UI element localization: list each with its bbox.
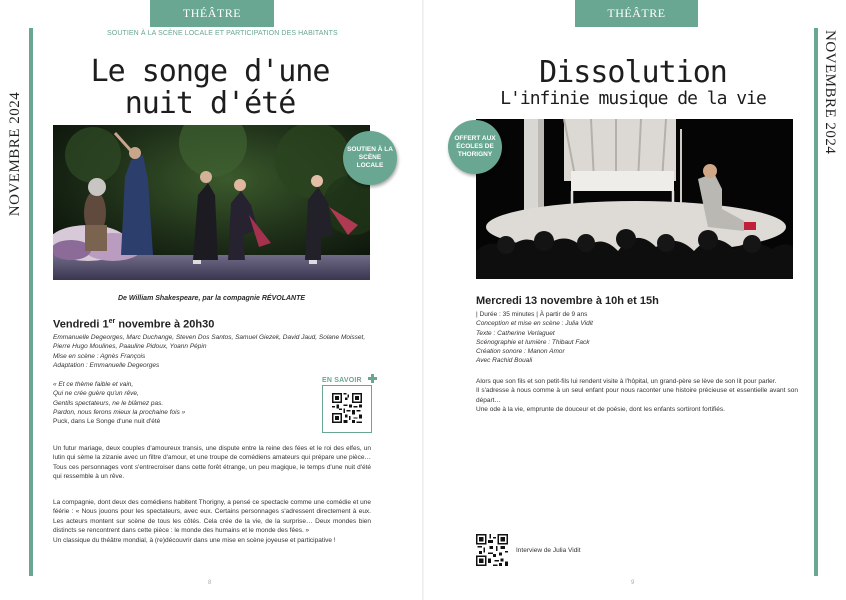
left-page-number: 8 (208, 580, 212, 586)
left-tagline: SOUTIEN À LA SCÈNE LOCALE ET PARTICIPATION DES HABITANTS (107, 30, 338, 37)
right-show-subtitle: L'infinie musique de la vie (500, 88, 766, 109)
quote-line: « Et ce thème faible et vain, (53, 381, 134, 388)
right-category-tab: THÉÂTRE (575, 0, 698, 27)
left-support-badge: SOUTIEN À LA SCÈNE LOCALE (343, 131, 397, 185)
left-qr-frame[interactable] (322, 385, 372, 433)
interview-block[interactable] (476, 534, 581, 566)
quote-line: Qui ne crée guère qu'un rêve, (53, 390, 139, 398)
left-stage-photo (53, 125, 370, 280)
left-date-heading (53, 318, 214, 331)
details-line: Conception et mise en scène : Julia Vidit (476, 320, 593, 328)
cast-line: Mise en scène : Agnès François (53, 352, 146, 360)
left-date-sup: er (108, 318, 116, 325)
en-savoir-label: EN SAVOIR (322, 377, 362, 384)
left-show-title (60, 54, 360, 121)
right-paragraph-3: Une ode à la vie, emprunte de douceur et de poésie, dont les enfants sortiront fortifiés. (476, 406, 725, 414)
left-cast-list (53, 333, 366, 370)
right-description (476, 377, 798, 415)
quote-source: Puck, dans Le Songe d'une nuit d'été (53, 418, 161, 426)
left-page: NOVEMBRE 2024 THÉÂTRE SOUTIEN À LA SCÈNE LOCALE ET PARTICIPATION DES HABITANTS Le songe d'une nuit d'été SOUTIEN À LA SCÈNE LOCALE De William Shakespeare, par la compagnie RÉVOLANTE Vendredi 1er novembre à 20h30 Emmanuelle Degeorges, Marc Duchange, Steven Dos Santos, Samuel Giezek, David Jaud, Solane Moisset, Pierre Hugo Moulines, Paauline Pidoux, Yoann Pépin Mise en scène : Agnès François Adaptation : Emmanuelle Degeorges « Et ce thème faible et vain, Qui ne crée guère qu'un rêve, Gentils spectateurs, ne le blâmez pas. Pardon, nous ferons mieux la prochaine fois » Puck, dans Le Songe d'une nuit d'été EN SAVOIR Un futur mariage, deux couples d'amoureux transis, une dispute entre la reine des fées et le roi des elfes, un lutin qui sème la zizanie avec un filtre d'amour, et une troupe de comédiens amateurs qui prépare une pièce… Tous ces personnages vont s'entrecroiser dans cette forêt étrange, un peu magique, le temps d'une nuit d'été qui ressemble à un rêve. La compagnie, dont deux des comédiens habitent Thorigny, a pensé ce spectacle comme une comédie et une féérie : « Nous jouons pour les spectateurs, avec eux. Certains personnages s'adressent directement à eux. Les acteurs montent sur scène de tous les côtés. Cela crée de la vie, de la surprise… Deux mondes bien distincts se rencontrent dans cette pièce : le monde des humains et le monde des fées. » Un classique du théâtre mondial, à (re)découvrir dans une mise en scène joyeuse et participative ! 8 (0, 0, 423, 600)
qr-code-icon (332, 393, 362, 423)
right-page-number: 9 (631, 580, 635, 586)
details-line: Texte : Catherine Verlaguet (476, 329, 555, 337)
left-paragraph-2 (53, 498, 371, 545)
right-paragraph-1: Alors que son fils et son petit-fils lui rendent visite à l'hôpital, un grand-père se lève de son lit pour parler. (476, 378, 777, 385)
left-date-suffix: novembre à 20h30 (115, 318, 215, 331)
cast-line: Pierre Hugo Moulines, Paauline Pidoux, Yoann Pépin (53, 343, 207, 351)
left-paragraph-3-text: Un classique du théâtre mondial, à (re)découvrir dans une mise en scène joyeuse et participative ! (53, 536, 336, 544)
right-details (476, 310, 716, 366)
quote-line: Gentils spectateurs, ne le blâmez pas. (53, 399, 164, 407)
left-credit: De William Shakespeare, par la compagnie RÉVOLANTE (117, 295, 306, 302)
right-show-title: Dissolution (539, 55, 727, 90)
right-date-heading: Mercredi 13 novembre à 10h et 15h (476, 295, 659, 307)
details-line: Création sonore : Manon Amor (476, 348, 565, 356)
cast-line: Adaptation : Emmanuelle Degeorges (53, 361, 160, 369)
interview-label[interactable]: Interview de Julia Vidit (516, 546, 581, 554)
right-stage-photo (476, 119, 793, 279)
left-side-rule (29, 28, 33, 576)
qr-code-icon (476, 534, 508, 566)
left-title-line-1: Le songe d'une (90, 54, 330, 89)
right-offer-badge: OFFERT AUX ÉCOLES DE THORIGNY (448, 120, 502, 174)
cast-line: Emmanuelle Degeorges, Marc Duchange, Steven Dos Santos, Samuel Giezek, David Jaud, Solane Moisset, (53, 334, 366, 341)
left-date-prefix: Vendredi 1 (53, 318, 109, 331)
left-paragraph-1: Un futur mariage, deux couples d'amoureux transis, une dispute entre la reine des fées et le roi des elfes, un lutin qui sème la zizanie avec un filtre d'amour, et une troupe de comédiens amateurs qui prépare une pièce… Tous ces personnages vont s'entrecroiser dans cette forêt étrange, un peu magique, le temps d'une nuit d'été qui ressemble à un rêve. (53, 445, 371, 481)
quote-line: Pardon, nous ferons mieux la prochaine fois » (53, 408, 186, 416)
left-quote (53, 380, 283, 426)
right-page: NOVEMBRE 2024 THÉÂTRE Dissolution L'infinie musique de la vie OFFERT AUX ÉCOLES DE THORIGNY Mercredi 13 novembre à 10h et 15h | Durée : 35 minutes | À partir de 9 ans Conception et mise en scène : Julia Vidit Texte : Catherine Verlaguet Scénographie et lumière : Thibaut Fack Création sonore : Manon Amor Avec Rachid Bouali Alors que son fils et son petit-fils lui rendent visite à l'hôpital, un grand-père se lève de son lit pour parler. Il s'adresse à nous comme à un seul enfant pour nous raconter une histoire précieuse et essentielle avant son départ… Une ode à la vie, emprunte de douceur et de poésie, dont les enfants sortiront fortifiés. Interview de Julia Vidit 9 (423, 0, 846, 600)
details-line: Avec Rachid Bouali (476, 357, 533, 365)
details-line: Scénographie et lumière : Thibaut Fack (476, 338, 590, 346)
left-category-tab: THÉÂTRE (150, 0, 274, 27)
right-side-rule (814, 28, 818, 576)
left-paragraph-2-text: La compagnie, dont deux des comédiens habitent Thorigny, a pensé ce spectacle comme une comédie et une féérie : « Nous jouons pour les spectateurs, avec eux. Certains personnages s'adressent directement à eux. Les acteurs montent sur scène de tous les côtés. Cela crée de la vie, de la surprise… Deux mondes bien distincts se rencontrent dans cette pièce : le monde des humains et le monde des fées. » (53, 499, 371, 535)
left-title-line-2: nuit d'été (124, 86, 296, 121)
plus-icon (368, 374, 377, 383)
right-paragraph-2: Il s'adresse à nous comme à un seul enfant pour nous raconter une histoire précieuse et essentielle avant son départ… (476, 387, 798, 404)
details-duration: | Durée : 35 minutes | À partir de 9 ans (476, 311, 588, 318)
